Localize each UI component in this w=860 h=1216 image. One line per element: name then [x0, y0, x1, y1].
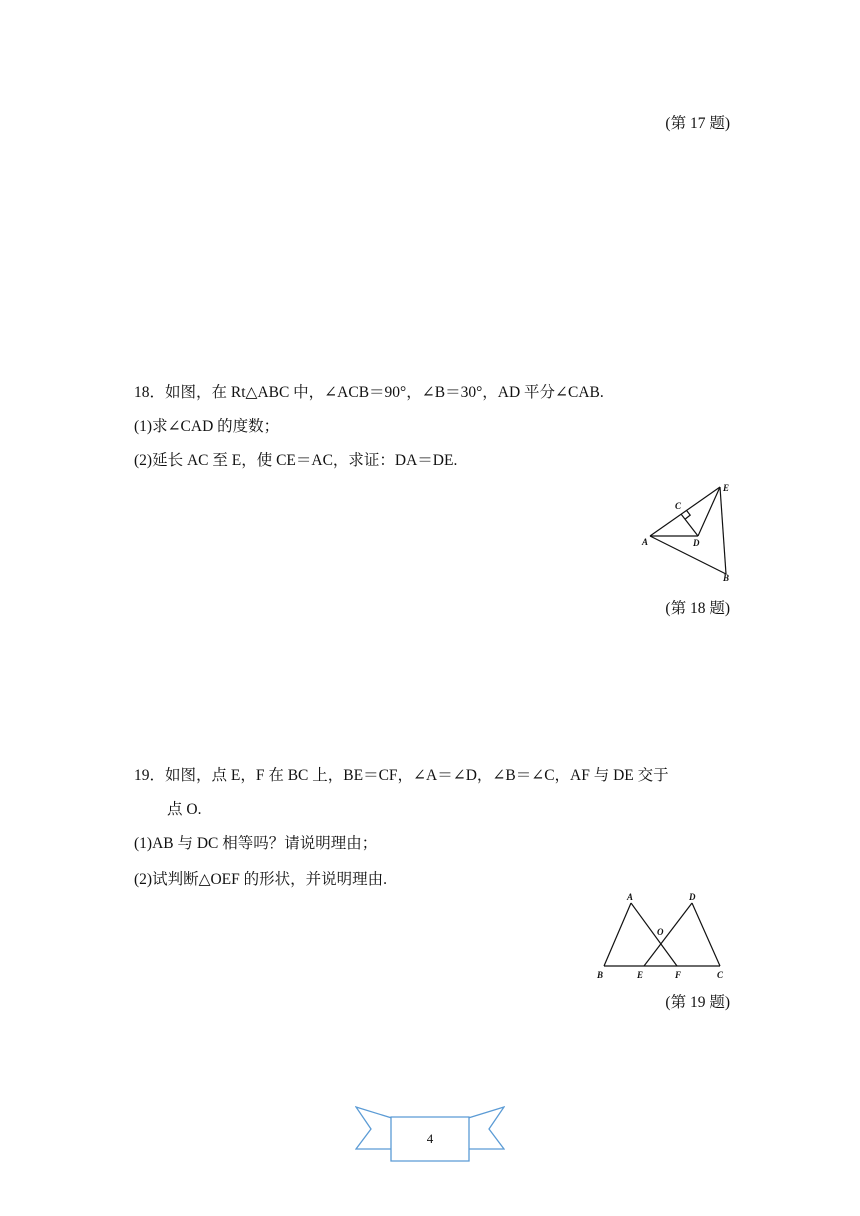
q18-line-EB: [720, 487, 726, 574]
q18-label-E: E: [723, 483, 730, 493]
q18-right-angle-mark: [685, 510, 690, 519]
q19-caption: (第 19 题): [665, 994, 730, 1011]
q18-label-A: A: [642, 537, 649, 547]
q19-line-AB: [604, 903, 631, 966]
q18-stem: 18．如图，在 Rt△ABC 中，∠ACB＝90°，∠B＝30°，AD 平分∠CAB.: [134, 384, 604, 401]
page-number: 4: [426, 1131, 434, 1146]
q19-line-DC: [692, 903, 720, 966]
q19-label-O: O: [657, 927, 664, 937]
q19-label-A: A: [627, 892, 634, 902]
q19-line-DE: [644, 903, 692, 966]
q19-label-D: D: [689, 892, 696, 902]
q19-line-AF: [631, 903, 677, 966]
q18-part2: (2)延长 AC 至 E，使 CE＝AC，求证：DA＝DE.: [134, 452, 458, 469]
page-number-ribbon: [355, 1105, 505, 1165]
q18-label-D: D: [693, 538, 700, 548]
q18-part1: (1)求∠CAD 的度数；: [134, 418, 280, 435]
q18-line-AB: [650, 536, 726, 574]
q19-stem-line2: 点 O.: [167, 801, 202, 818]
q19-label-F: F: [675, 970, 682, 980]
q18-caption: (第 18 题): [665, 600, 730, 617]
q18-figure: [640, 478, 740, 583]
q18-label-B: B: [723, 573, 730, 583]
q19-label-E: E: [637, 970, 644, 980]
q19-label-B: B: [597, 970, 604, 980]
q19-part2: (2)试判断△OEF 的形状，并说明理由.: [134, 871, 388, 888]
ribbon-left-tail: [356, 1107, 395, 1149]
q17-caption: (第 17 题): [665, 115, 730, 132]
q19-stem-line1: 19．如图，点 E，F 在 BC 上，BE＝CF，∠A＝∠D，∠B＝∠C，AF 与 DE 交于: [134, 767, 669, 784]
q19-part1: (1)AB 与 DC 相等吗？请说明理由；: [134, 835, 378, 852]
q18-label-C: C: [675, 501, 682, 511]
ribbon-right-tail: [465, 1107, 504, 1149]
q19-figure: [592, 888, 732, 983]
q19-label-C: C: [717, 970, 724, 980]
q18-line-CD: [681, 514, 698, 536]
